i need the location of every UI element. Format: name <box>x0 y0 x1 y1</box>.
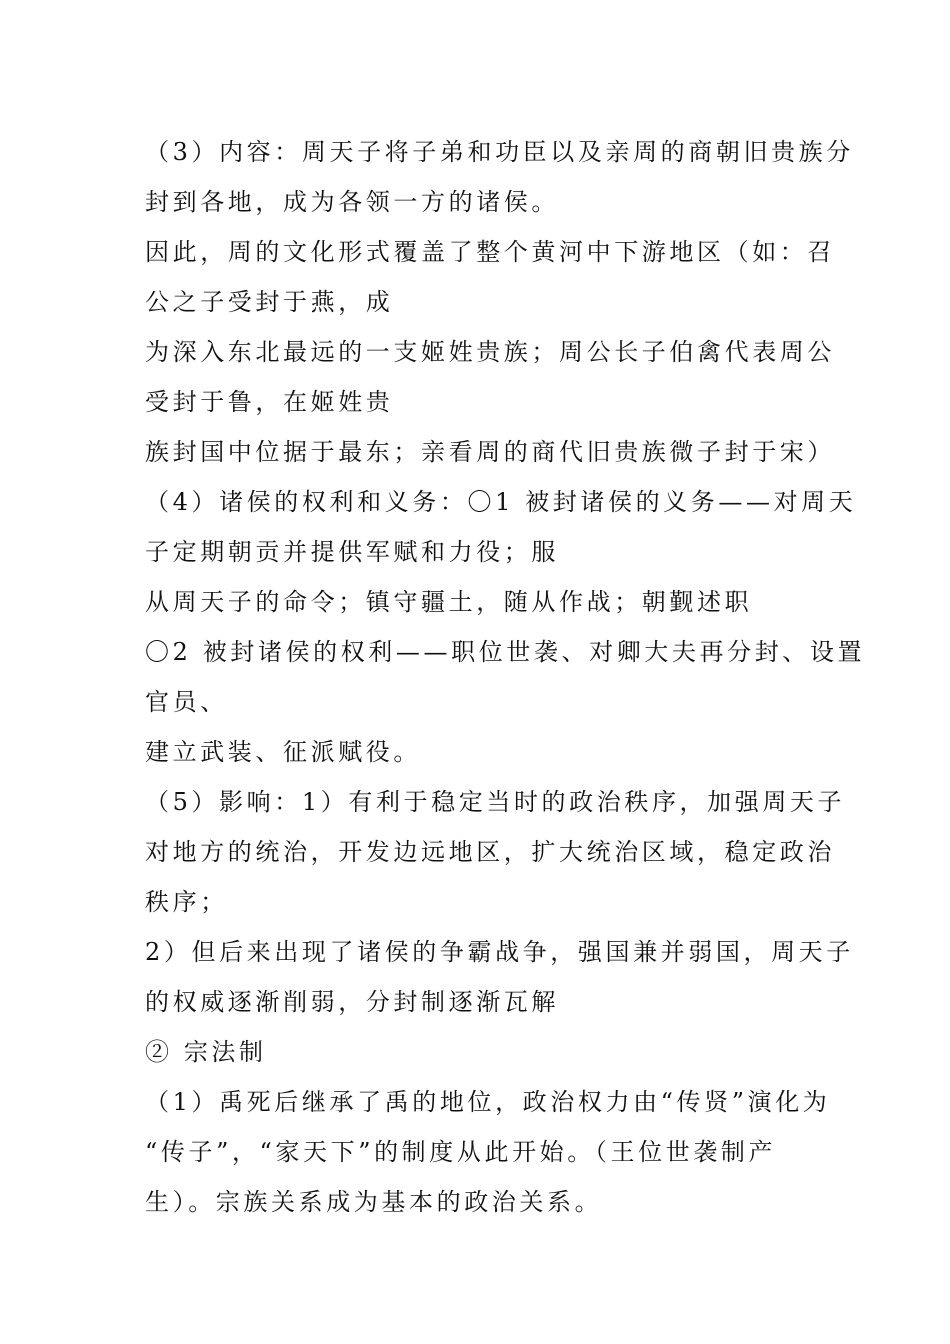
text-line-6: 受封于鲁，在姬姓贵 <box>145 388 394 416</box>
text-line-1: （3）内容：周天子将子弟和功臣以及亲周的商朝旧贵族分 <box>145 138 854 166</box>
text-line-3: 因此，周的文化形式覆盖了整个黄河中下游地区（如：召 <box>145 238 835 266</box>
text-line-11: 〇2 被封诸侯的权利——职位世袭、对卿大夫再分封、设置 <box>145 638 866 666</box>
text-line-15: 对地方的统治，开发边远地区，扩大统治区域，稳定政治 <box>145 838 835 866</box>
text-line-20: （1）禹死后继承了禹的地位，政治权力由“传贤”演化为 <box>145 1088 831 1116</box>
text-line-9: 子定期朝贡并提供军赋和力役；服 <box>145 538 559 566</box>
text-line-12: 官员、 <box>145 688 228 716</box>
text-line-5: 为深入东北最远的一支姬姓贵族；周公长子伯禽代表周公 <box>145 338 835 366</box>
text-line-14: （5）影响：1）有利于稳定当时的政治秩序，加强周天子 <box>145 788 846 816</box>
text-line-8: （4）诸侯的权利和义务：〇1 被封诸侯的义务——对周天 <box>145 488 857 516</box>
text-line-13: 建立武装、征派赋役。 <box>145 738 421 766</box>
text-line-19: ② 宗法制 <box>145 1038 267 1066</box>
text-line-2: 封到各地，成为各领一方的诸侯。 <box>145 188 559 216</box>
text-line-4: 公之子受封于燕，成 <box>145 288 394 316</box>
text-line-7: 族封国中位据于最东；亲看周的商代旧贵族微子封于宋） <box>145 438 835 466</box>
text-line-16: 秩序； <box>145 888 228 916</box>
text-line-10: 从周天子的命令；镇守疆土，随从作战；朝觐述职 <box>145 588 753 616</box>
text-line-17: 2）但后来出现了诸侯的争霸战争，强国兼并弱国，周天子 <box>145 938 854 966</box>
text-line-18: 的权威逐渐削弱，分封制逐渐瓦解 <box>145 988 559 1016</box>
text-line-21: “传子”，“家天下”的制度从此开始。（王位世袭制产 <box>145 1138 777 1166</box>
text-line-22: 生）。宗族关系成为基本的政治关系。 <box>145 1188 603 1216</box>
